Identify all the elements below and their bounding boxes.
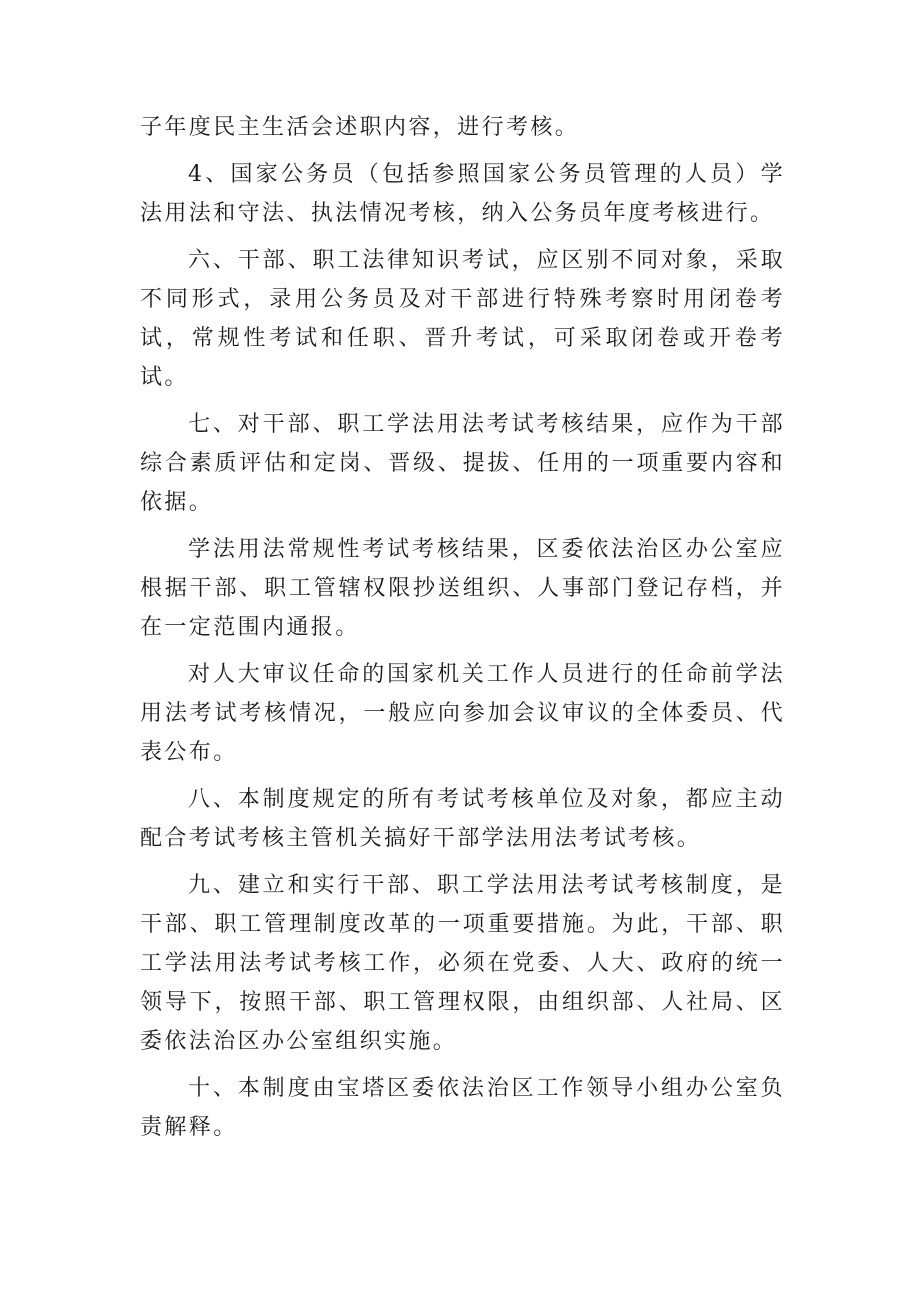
paragraph-article-8: 八、本制度规定的所有考试考核单位及对象，都应主动配合考试考核主管机关搞好干部学法用法考试考核。 [140, 787, 785, 851]
document-body [140, 108, 785, 1155]
paragraph-continuation: 子年度民主生活会述职内容，进行考核。 [140, 115, 580, 140]
paragraph-article-7: 七、对干部、职工学法用法考试考核结果，应作为干部综合素质评估和定岗、晋级、提拔、任用的一项重要内容和依据。 [140, 412, 785, 515]
paragraph-article-10: 十、本制度由宝塔区委依法治区工作领导小组办公室负责解释。 [140, 1076, 785, 1140]
paragraph-npc-appointment: 对人大审议任命的国家机关工作人员进行的任命前学法用法考试考核情况，一般应向参加会议审议的全体委员、代表公布。 [140, 662, 785, 765]
paragraph-civil-servant-assessment: 4、国家公务员（包括参照国家公务员管理的人员）学法用法和守法、执法情况考核，纳入公务员年度考核进行。 [140, 162, 785, 226]
paragraph-article-6: 六、干部、职工法律知识考试，应区别不同对象，采取不同形式，录用公务员及对干部进行特殊考察时用闭卷考试，常规性考试和任职、晋升考试，可采取闭卷或开卷考试。 [140, 248, 785, 390]
paragraph-article-9: 九、建立和实行干部、职工学法用法考试考核制度，是干部、职工管理制度改革的一项重要措施。为此，干部、职工学法用法考试考核工作，必须在党委、人大、政府的统一领导下，按照干部、职工管理权限，由组织部、人社局、区委依法治区办公室组织实施。 [140, 873, 785, 1054]
paragraph-regular-results: 学法用法常规性考试考核结果，区委依法治区办公室应根据干部、职工管辖权限抄送组织、人事部门登记存档，并在一定范围内通报。 [140, 537, 785, 640]
